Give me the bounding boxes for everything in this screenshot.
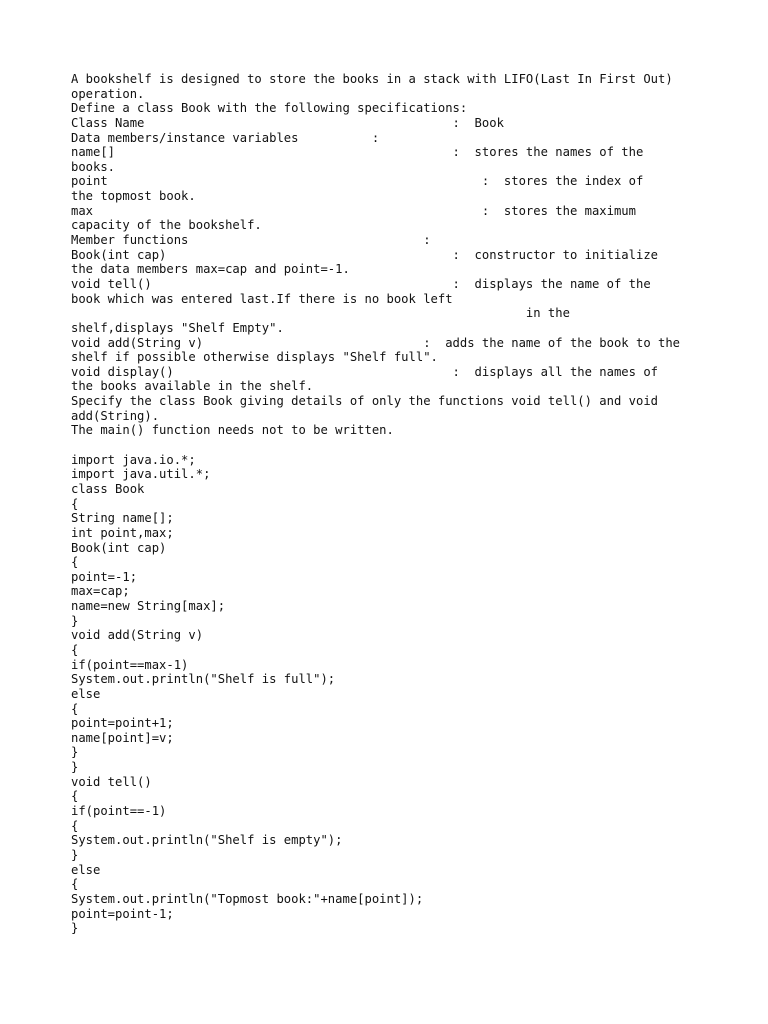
text-line: Book(int cap) — [71, 540, 167, 555]
text-line: System.out.println("Shelf is full"); — [71, 672, 336, 687]
text-line: if(point==max-1) — [71, 657, 189, 672]
text-line: A bookshelf is designed to store the books in a stack with LIFO(Last In First Out) — [71, 72, 673, 86]
text-line: int point,max; — [71, 525, 174, 540]
text-line: void display() : displays all the names of — [71, 364, 658, 379]
text-line: the data members max=cap and point=-1. — [71, 262, 350, 277]
text-line: void tell() : displays the name of the — [71, 276, 651, 291]
text-line: Data members/instance variables : — [71, 130, 380, 145]
text-line: Class Name : Book — [71, 115, 504, 130]
text-line: the topmost book. — [71, 189, 196, 204]
text-line: Book(int cap) : constructor to initialize — [71, 247, 658, 262]
text-line: add(String). — [71, 408, 160, 423]
text-line: operation. — [71, 86, 145, 101]
text-line: } — [71, 847, 79, 862]
text-line: point=-1; — [71, 569, 138, 584]
text-line: max : stores the maximum — [71, 203, 636, 218]
text-line: point : stores the index of — [71, 174, 644, 189]
text-line: in the — [71, 306, 570, 321]
text-line: { — [71, 701, 79, 716]
text-line: void add(String v) — [71, 628, 204, 643]
text-line: shelf if possible otherwise displays "Shelf full". — [71, 350, 438, 365]
text-line: The main() function needs not to be written. — [71, 423, 394, 438]
text-line: Specify the class Book giving details of only the functions void tell() and void — [71, 394, 658, 409]
text-line: { — [71, 496, 79, 511]
text-line: the books available in the shelf. — [71, 379, 314, 394]
text-line: String name[]; — [71, 511, 174, 526]
text-line: System.out.println("Shelf is empty"); — [71, 833, 343, 848]
text-line: book which was entered last.If there is no book left — [71, 291, 453, 306]
text-line: { — [71, 818, 79, 833]
text-line: capacity of the bookshelf. — [71, 218, 262, 233]
text-line: import java.util.*; — [71, 467, 211, 482]
text-line: name[point]=v; — [71, 730, 174, 745]
text-line: { — [71, 877, 79, 892]
text-line: Define a class Book with the following specifications: — [71, 101, 468, 116]
text-line: Member functions : — [71, 233, 431, 248]
text-line: shelf,displays "Shelf Empty". — [71, 320, 284, 335]
text-line: { — [71, 555, 79, 570]
text-line: } — [71, 745, 79, 760]
text-line: { — [71, 642, 79, 657]
text-line: class Book — [71, 481, 145, 496]
document-page — [71, 72, 701, 936]
text-line: if(point==-1) — [71, 804, 167, 819]
text-line: books. — [71, 159, 116, 174]
text-line: import java.io.*; — [71, 452, 196, 467]
text-line: point=point+1; — [71, 716, 174, 731]
text-line: max=cap; — [71, 584, 130, 599]
text-line: point=point-1; — [71, 906, 174, 921]
text-line: else — [71, 862, 101, 877]
text-line: } — [71, 760, 79, 775]
text-line — [71, 438, 701, 453]
text-line: void tell() — [71, 774, 152, 789]
text-line: void add(String v) : adds the name of the book to the — [71, 335, 681, 350]
text-line: { — [71, 789, 79, 804]
text-line: System.out.println("Topmost book:"+name[point]); — [71, 891, 424, 906]
text-line: name=new String[max]; — [71, 599, 226, 614]
text-line: name[] : stores the names of the — [71, 145, 644, 160]
text-line: } — [71, 921, 79, 936]
text-line: else — [71, 686, 101, 701]
text-line: } — [71, 613, 79, 628]
